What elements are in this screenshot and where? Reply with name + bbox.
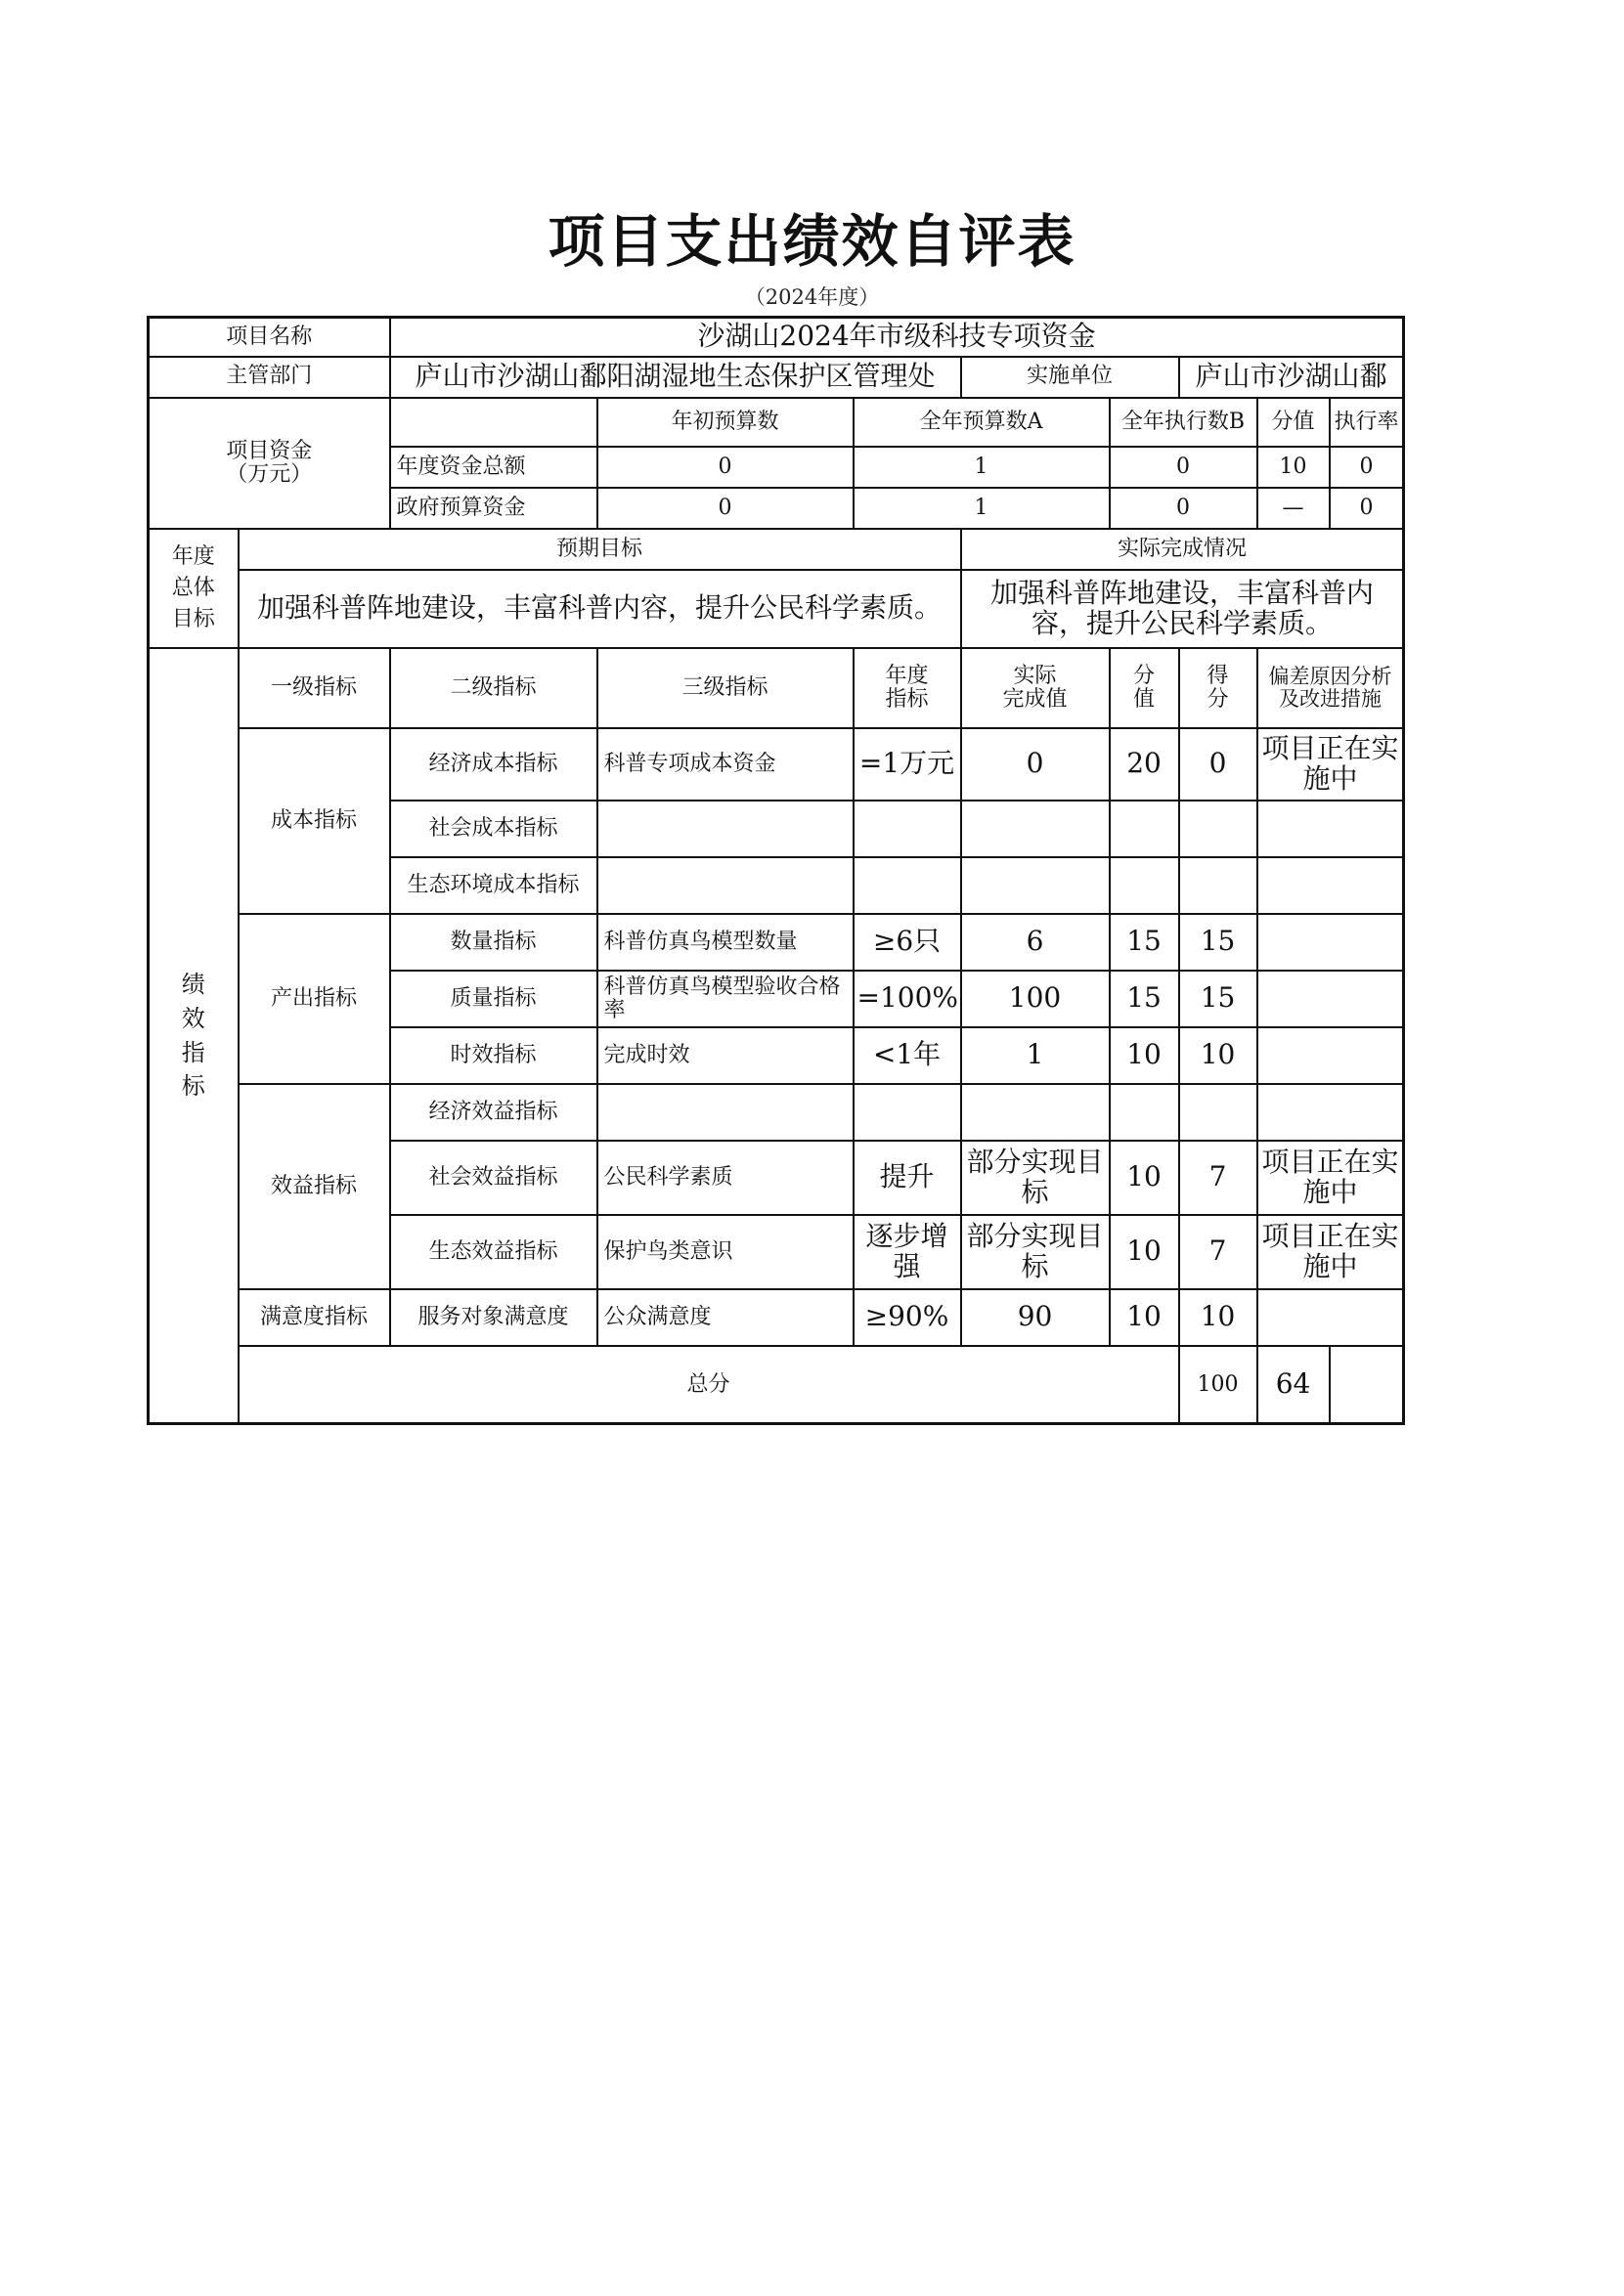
actual-cell: 0 xyxy=(961,728,1110,801)
total-row xyxy=(149,1346,1404,1424)
level3-cell xyxy=(597,1084,854,1141)
goals-label-line2: 总体 xyxy=(171,575,215,600)
level2-cell: 经济效益指标 xyxy=(390,1084,597,1141)
actual-goal-header: 实际完成情况 xyxy=(961,529,1404,570)
actual-cell xyxy=(961,857,1110,914)
implementing-unit-label: 实施单位 xyxy=(961,357,1179,398)
target-cell xyxy=(854,857,961,914)
goals-label-line3: 目标 xyxy=(171,606,215,631)
header-points-line2: 分 xyxy=(1207,686,1229,712)
department-label: 主管部门 xyxy=(149,357,390,398)
level3-cell xyxy=(597,857,854,914)
level3-cell: 科普仿真鸟模型数量 xyxy=(597,914,854,971)
level2-cell: 服务对象满意度 xyxy=(390,1289,597,1346)
score-cell: 15 xyxy=(1110,914,1179,971)
score-cell: 10 xyxy=(1110,1215,1179,1289)
header-actual-line2: 完成值 xyxy=(1002,686,1068,712)
actual-goal-text: 加强科普阵地建设，丰富科普内容，提升公民科学素质。 xyxy=(961,570,1404,648)
level3-cell xyxy=(597,971,854,1027)
funds-label-line1: 项目资金 xyxy=(226,438,313,463)
header-points-line1: 得 xyxy=(1207,663,1229,688)
level2-cell: 时效指标 xyxy=(390,1027,597,1084)
level3-cell: 完成时效 xyxy=(597,1027,854,1084)
expected-goal-text: 加强科普阵地建设，丰富科普内容，提升公民科学素质。 xyxy=(239,570,961,648)
score-cell: 10 xyxy=(1110,1141,1179,1215)
indicator-section-label xyxy=(149,648,239,1424)
total-reason-blank xyxy=(1330,1346,1404,1424)
header-initial-budget: 年初预算数 xyxy=(597,398,854,447)
indicator-row xyxy=(149,1084,1404,1141)
target-cell: =100% xyxy=(854,971,961,1027)
page-title: 项目支出绩效自评表 xyxy=(548,208,1076,275)
score-cell xyxy=(1110,1084,1179,1141)
header-indicator-points xyxy=(1179,648,1257,728)
reason-cell xyxy=(1257,971,1404,1027)
target-cell: 提升 xyxy=(854,1141,961,1215)
header-executed: 全年执行数B xyxy=(1110,398,1257,447)
reason-cell xyxy=(1257,801,1404,857)
level3-cell: 公众满意度 xyxy=(597,1289,854,1346)
header-rate xyxy=(1330,398,1404,447)
funds-row-label: 政府预算资金 xyxy=(390,488,597,529)
score-cell: 10 xyxy=(1110,1289,1179,1346)
level3-cell: 科普专项成本资金 xyxy=(597,728,854,801)
level2-cell: 生态环境成本指标 xyxy=(390,857,597,914)
reason-cell xyxy=(1257,1027,1404,1084)
header-level2: 二级指标 xyxy=(390,648,597,728)
actual-cell: 部分实现目标 xyxy=(961,1215,1110,1289)
performance-table xyxy=(147,316,1405,1425)
funds-score-value: — xyxy=(1257,488,1330,529)
points-cell: 10 xyxy=(1179,1027,1257,1084)
reason-cell: 项目正在实施中 xyxy=(1257,728,1404,801)
project-name-row xyxy=(149,318,1404,357)
indicator-header-row xyxy=(149,648,1404,728)
reason-cell xyxy=(1257,857,1404,914)
score-cell: 15 xyxy=(1110,971,1179,1027)
funds-label xyxy=(149,398,390,529)
implementing-unit-value: 庐山市沙湖山鄱 xyxy=(1179,357,1404,398)
points-cell xyxy=(1179,1084,1257,1141)
report-year: （2024年度） xyxy=(744,285,880,309)
section-char: 标 xyxy=(181,1072,205,1101)
header-target-line1: 年度 xyxy=(885,663,929,688)
header-level3: 三级指标 xyxy=(597,648,854,728)
level2-cell: 社会效益指标 xyxy=(390,1141,597,1215)
points-cell: 7 xyxy=(1179,1141,1257,1215)
section-char: 指 xyxy=(181,1038,205,1066)
header-reason xyxy=(1257,648,1404,728)
goals-label xyxy=(149,529,239,648)
funds-executed-value: 0 xyxy=(1110,447,1257,488)
header-actual-line1: 实际 xyxy=(1013,663,1057,688)
actual-cell: 90 xyxy=(961,1289,1110,1346)
level2-cell: 社会成本指标 xyxy=(390,801,597,857)
level3-cell: 保护鸟类意识 xyxy=(597,1215,854,1289)
target-cell: 逐步增强 xyxy=(854,1215,961,1289)
funds-row-label: 年度资金总额 xyxy=(390,447,597,488)
header-score: 分值 xyxy=(1257,398,1330,447)
group-cost: 成本指标 xyxy=(239,728,390,914)
header-rate-text: 执行率 xyxy=(1334,410,1399,434)
points-cell xyxy=(1179,801,1257,857)
funds-annual-value: 1 xyxy=(854,488,1110,529)
header-score-line2: 值 xyxy=(1133,686,1156,712)
department-value: 庐山市沙湖山鄱阳湖湿地生态保护区管理处 xyxy=(390,357,961,398)
actual-cell xyxy=(961,801,1110,857)
target-cell: <1年 xyxy=(854,1027,961,1084)
score-cell xyxy=(1110,857,1179,914)
actual-cell xyxy=(961,1084,1110,1141)
points-cell: 7 xyxy=(1179,1215,1257,1289)
indicator-row xyxy=(149,914,1404,971)
project-name-value: 沙湖山2024年市级科技专项资金 xyxy=(390,318,1404,357)
funds-executed-value: 0 xyxy=(1110,488,1257,529)
actual-cell: 1 xyxy=(961,1027,1110,1084)
goals-content-row xyxy=(149,570,1404,648)
reason-cell xyxy=(1257,1289,1404,1346)
header-target-line2: 指标 xyxy=(885,686,929,712)
total-score: 100 xyxy=(1179,1346,1257,1424)
funds-annual-value: 1 xyxy=(854,447,1110,488)
reason-cell: 项目正在实施中 xyxy=(1257,1215,1404,1289)
funds-initial-value: 0 xyxy=(597,447,854,488)
header-annual-budget: 全年预算数A xyxy=(854,398,1110,447)
total-label: 总分 xyxy=(239,1346,1179,1424)
reason-cell xyxy=(1257,1084,1404,1141)
department-row xyxy=(149,357,1404,398)
header-actual xyxy=(961,648,1110,728)
target-cell xyxy=(854,728,961,801)
level3-text: 科普仿真鸟模型验收合格率 xyxy=(603,975,841,1022)
target-cell: ≥6只 xyxy=(854,914,961,971)
funds-rate-value: 0 xyxy=(1330,447,1404,488)
points-cell: 15 xyxy=(1179,914,1257,971)
funds-rate-value: 0 xyxy=(1330,488,1404,529)
header-indicator-score xyxy=(1110,648,1179,728)
project-name-label: 项目名称 xyxy=(149,318,390,357)
section-char: 效 xyxy=(181,1004,205,1032)
indicator-row xyxy=(149,1289,1404,1346)
level2-cell: 经济成本指标 xyxy=(390,728,597,801)
funds-score-value: 10 xyxy=(1257,447,1330,488)
header-target xyxy=(854,648,961,728)
score-cell: 10 xyxy=(1110,1027,1179,1084)
target-cell xyxy=(854,1084,961,1141)
score-cell: 20 xyxy=(1110,728,1179,801)
group-satisfaction: 满意度指标 xyxy=(239,1289,390,1346)
total-points: 64 xyxy=(1257,1346,1330,1424)
level2-cell: 数量指标 xyxy=(390,914,597,971)
target-cell xyxy=(854,801,961,857)
points-cell: 15 xyxy=(1179,971,1257,1027)
goals-label-line1: 年度 xyxy=(171,544,215,570)
goals-header-row xyxy=(149,529,1404,570)
header-score-line1: 分 xyxy=(1133,663,1156,688)
reason-cell: 项目正在实施中 xyxy=(1257,1141,1404,1215)
funds-label-line2: （万元） xyxy=(226,461,313,487)
funds-header-blank xyxy=(390,398,597,447)
group-benefit: 效益指标 xyxy=(239,1084,390,1289)
header-reason-text: 偏差原因分析及改进措施 xyxy=(1268,665,1392,711)
section-char: 绩 xyxy=(181,971,205,999)
score-cell xyxy=(1110,801,1179,857)
header-level1: 一级指标 xyxy=(239,648,390,728)
indicator-row xyxy=(149,728,1404,801)
expected-goal-header: 预期目标 xyxy=(239,529,961,570)
funds-initial-value: 0 xyxy=(597,488,854,529)
level2-cell: 质量指标 xyxy=(390,971,597,1027)
points-cell: 0 xyxy=(1179,728,1257,801)
level3-cell: 公民科学素质 xyxy=(597,1141,854,1215)
target-text: =1万元 xyxy=(858,749,955,780)
funds-header-row xyxy=(149,398,1404,447)
points-cell: 10 xyxy=(1179,1289,1257,1346)
target-cell: ≥90% xyxy=(854,1289,961,1346)
level2-cell: 生态效益指标 xyxy=(390,1215,597,1289)
actual-cell: 6 xyxy=(961,914,1110,971)
points-cell xyxy=(1179,857,1257,914)
actual-cell: 100 xyxy=(961,971,1110,1027)
group-output: 产出指标 xyxy=(239,914,390,1084)
level3-cell xyxy=(597,801,854,857)
reason-cell xyxy=(1257,914,1404,971)
actual-cell: 部分实现目标 xyxy=(961,1141,1110,1215)
